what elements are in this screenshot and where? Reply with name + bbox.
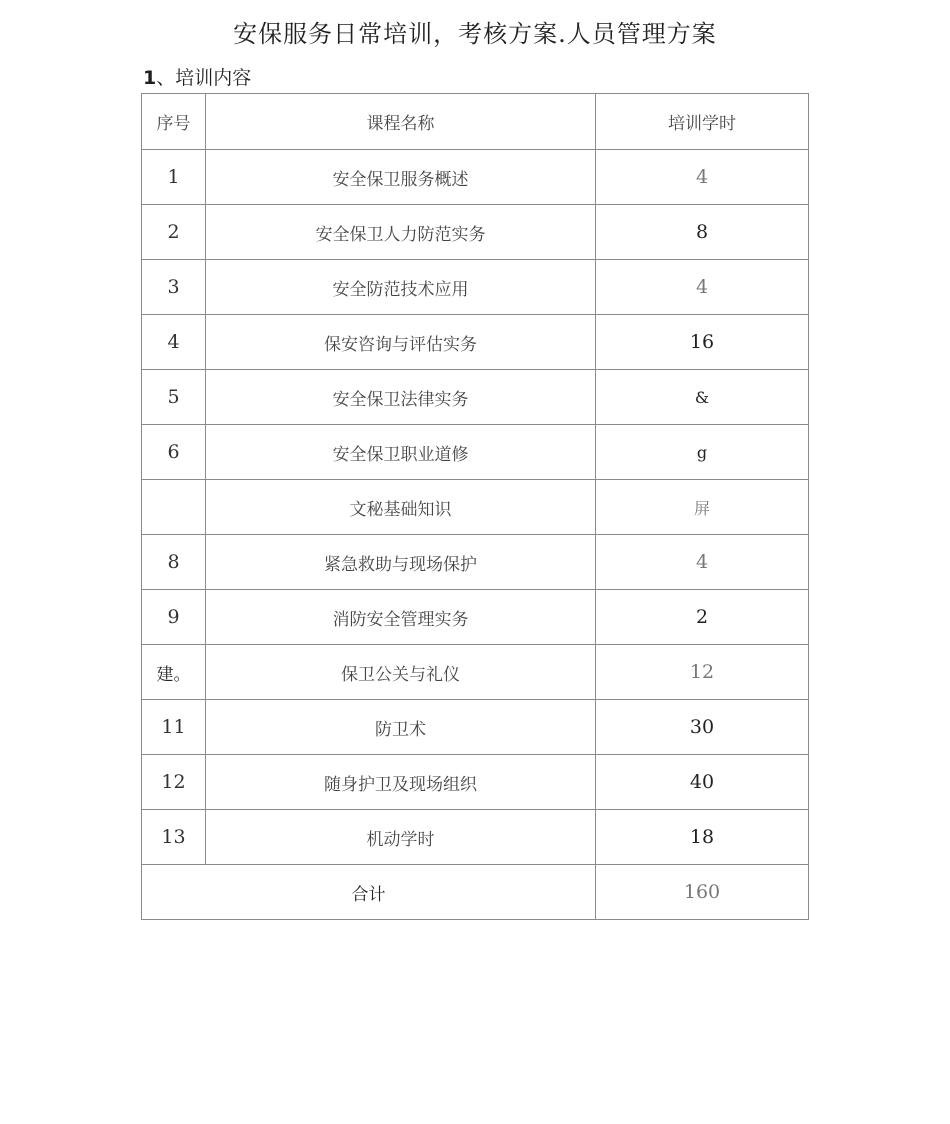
total-label: 合计 <box>142 865 596 920</box>
row-no: 4 <box>142 315 206 370</box>
table-row <box>142 425 809 480</box>
row-course-name: 文秘基础知识 <box>206 480 596 535</box>
row-no: 6 <box>142 425 206 480</box>
table-row <box>142 370 809 425</box>
row-hours: & <box>596 370 809 425</box>
row-hours: 40 <box>596 755 809 810</box>
table-row <box>142 590 809 645</box>
row-no: 12 <box>142 755 206 810</box>
row-hours: 4 <box>596 150 809 205</box>
row-hours: 屏 <box>596 480 809 535</box>
row-hours: 16 <box>596 315 809 370</box>
header-hours: 培训学时 <box>596 94 809 150</box>
row-no: 8 <box>142 535 206 590</box>
table-row <box>142 535 809 590</box>
table-row <box>142 810 809 865</box>
row-no: 3 <box>142 260 206 315</box>
row-course-name: 安全保卫法律实务 <box>206 370 596 425</box>
row-hours: 18 <box>596 810 809 865</box>
row-course-name: 紧急救助与现场保护 <box>206 535 596 590</box>
document-title: 安保服务日常培训，考核方案.人员管理方案 <box>233 20 717 48</box>
row-course-name: 消防安全管理实务 <box>206 590 596 645</box>
row-hours: 4 <box>596 260 809 315</box>
row-course-name: 安全防范技术应用 <box>206 260 596 315</box>
row-course-name: 保安咨询与评估实务 <box>206 315 596 370</box>
header-no: 序号 <box>142 94 206 150</box>
table-row <box>142 755 809 810</box>
section-heading <box>143 63 251 90</box>
row-hours: 30 <box>596 700 809 755</box>
row-hours: 2 <box>596 590 809 645</box>
table-row <box>142 700 809 755</box>
row-no: 2 <box>142 205 206 260</box>
row-hours: 4 <box>596 535 809 590</box>
row-course-name: 防卫术 <box>206 700 596 755</box>
total-hours: 160 <box>596 865 809 920</box>
table-row <box>142 315 809 370</box>
row-course-name: 安全保卫人力防范实务 <box>206 205 596 260</box>
row-course-name: 安全保卫服务概述 <box>206 150 596 205</box>
table-header-row <box>142 94 809 150</box>
table-row <box>142 645 809 700</box>
table-row <box>142 205 809 260</box>
section-label: 、培训内容 <box>156 67 252 89</box>
row-hours: g <box>596 425 809 480</box>
row-course-name: 安全保卫职业道修 <box>206 425 596 480</box>
row-hours: 12 <box>596 645 809 700</box>
row-no <box>142 480 206 535</box>
training-course-table <box>141 93 809 920</box>
row-no: 5 <box>142 370 206 425</box>
header-course-name: 课程名称 <box>206 94 596 150</box>
row-no: 13 <box>142 810 206 865</box>
table-row <box>142 480 809 535</box>
table-row <box>142 260 809 315</box>
row-hours: 8 <box>596 205 809 260</box>
row-course-name: 机动学时 <box>206 810 596 865</box>
section-number: 1 <box>143 67 157 89</box>
row-no: 11 <box>142 700 206 755</box>
row-course-name: 随身护卫及现场组织 <box>206 755 596 810</box>
row-no: 1 <box>142 150 206 205</box>
row-no: 建。 <box>142 645 206 700</box>
table-row <box>142 150 809 205</box>
row-course-name: 保卫公关与礼仪 <box>206 645 596 700</box>
table-total-row <box>142 865 809 920</box>
row-no: 9 <box>142 590 206 645</box>
